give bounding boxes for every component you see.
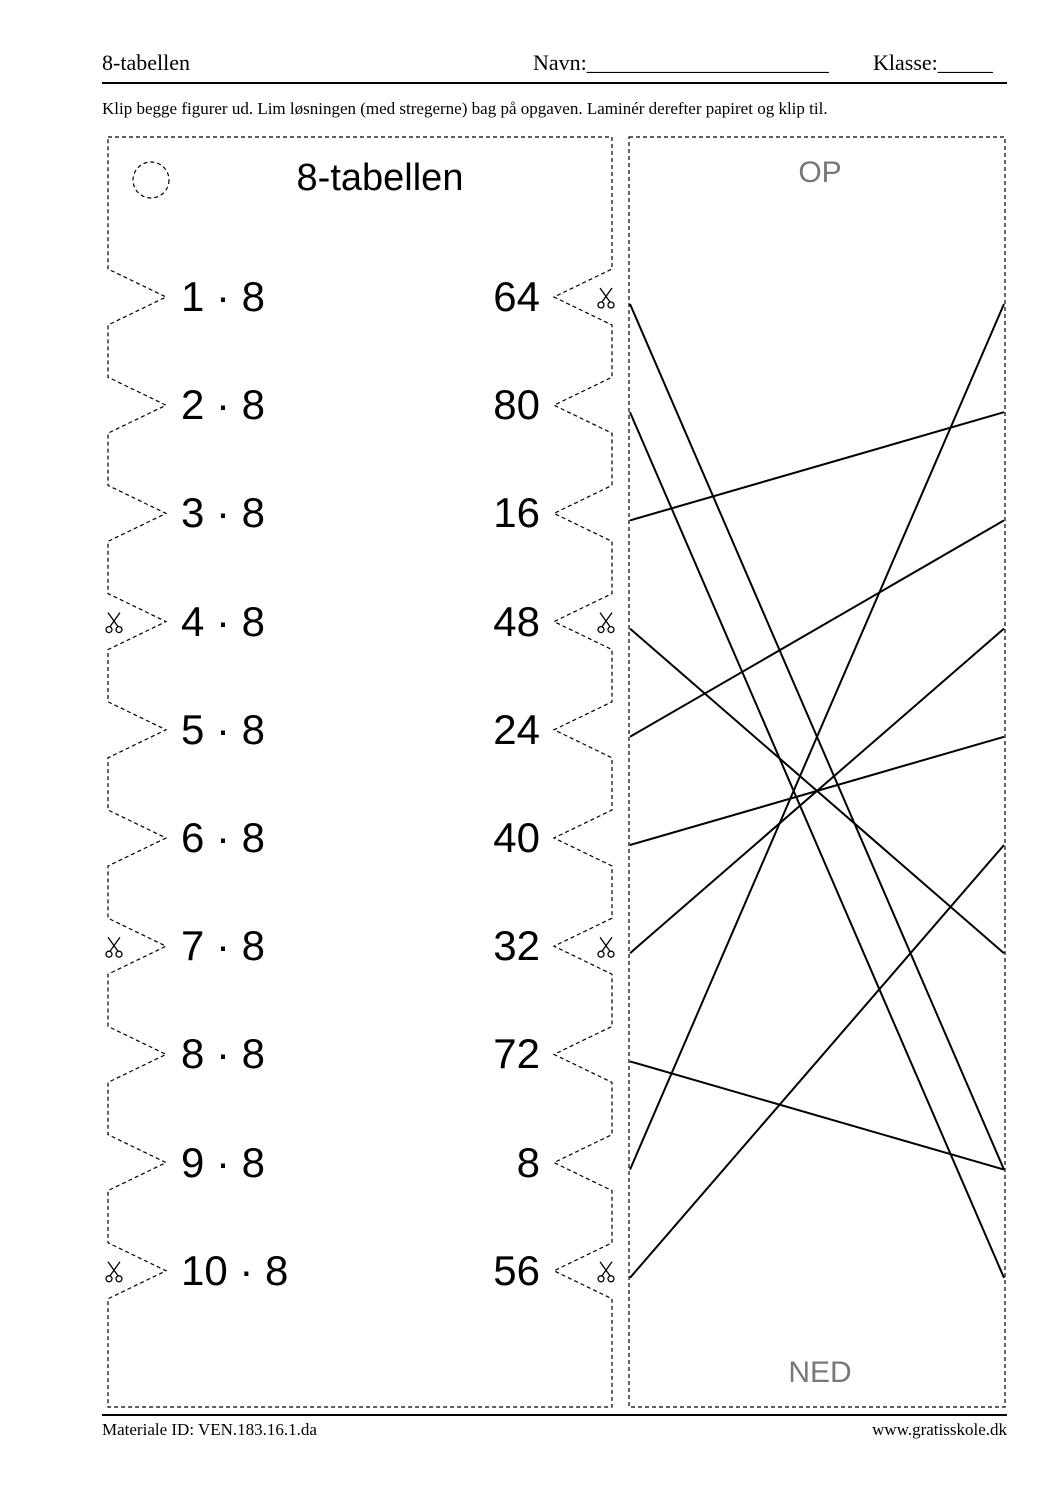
task-item: 9 · 8 bbox=[181, 1138, 266, 1186]
scissors-icon bbox=[598, 288, 614, 308]
instructions-text: Klip begge figurer ud. Lim løsningen (med stregerne) bag på opgaven. Laminér derefter papiret og klip til. bbox=[102, 99, 828, 118]
solution-line bbox=[630, 412, 1004, 1278]
answer-item: 80 bbox=[493, 381, 540, 429]
footer-divider bbox=[102, 1414, 1007, 1416]
task-item: 4 · 8 bbox=[181, 597, 266, 645]
task-item: 1 · 8 bbox=[181, 273, 266, 320]
answer-item: 24 bbox=[493, 705, 540, 753]
task-item: 6 · 8 bbox=[181, 814, 266, 861]
answer-item: 48 bbox=[493, 597, 540, 645]
answer-item: 56 bbox=[493, 1246, 540, 1294]
solution-line bbox=[630, 845, 1004, 1278]
task-item: 7 · 8 bbox=[181, 922, 266, 970]
card-title: 8-tabellen bbox=[296, 157, 464, 199]
name-field-label: Navn:______________________ bbox=[533, 50, 829, 75]
page-title: 8-tabellen bbox=[102, 50, 190, 75]
scissors-icon bbox=[106, 1262, 122, 1282]
solution-bottom-label: NED bbox=[788, 1356, 852, 1389]
answer-item: 8 bbox=[516, 1138, 540, 1186]
answer-item: 72 bbox=[493, 1030, 540, 1078]
solution-card-cut-outline bbox=[629, 137, 1005, 1407]
scissors-marks bbox=[106, 288, 614, 1282]
website-url: www.gratisskole.dk bbox=[872, 1420, 1007, 1439]
scissors-icon bbox=[106, 937, 122, 957]
answer-item: 40 bbox=[493, 814, 540, 861]
solution-line bbox=[630, 1061, 1004, 1169]
solution-line bbox=[630, 520, 1004, 736]
answer-item: 64 bbox=[493, 273, 540, 320]
solution-top-label: OP bbox=[798, 156, 842, 189]
answer-item: 16 bbox=[493, 489, 540, 537]
scissors-icon bbox=[598, 1262, 614, 1282]
scissors-icon bbox=[106, 613, 122, 633]
task-item: 5 · 8 bbox=[181, 705, 266, 753]
punch-hole-icon bbox=[133, 162, 169, 198]
solution-line bbox=[630, 412, 1004, 520]
task-item: 3 · 8 bbox=[181, 489, 266, 537]
class-field-label: Klasse:_____ bbox=[873, 50, 993, 75]
answer-item: 32 bbox=[493, 922, 540, 970]
task-card-cut-outline bbox=[108, 137, 612, 1407]
task-item: 2 · 8 bbox=[181, 381, 266, 429]
scissors-icon bbox=[598, 613, 614, 633]
task-item: 10 · 8 bbox=[181, 1246, 289, 1294]
material-id: Materiale ID: VEN.183.16.1.da bbox=[102, 1420, 317, 1439]
scissors-icon bbox=[598, 937, 614, 957]
task-item: 8 · 8 bbox=[181, 1030, 266, 1078]
solution-lines bbox=[630, 304, 1004, 1278]
